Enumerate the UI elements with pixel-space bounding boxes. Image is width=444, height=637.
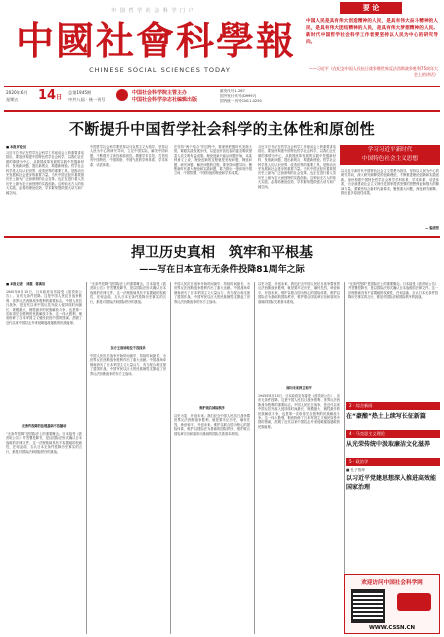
article-1-col-1: 习近平总书记在哲学社会科学工作座谈会上的重要讲话指出，要加快构建中国特色哲学社会科学，以我们正在做的事情为中心，从我国改革发展的实践中挖掘新材料、发现新问题、提出新观点、构建新理论。哲学社会科学是人们认识世界、改造世界的重要工具，是推动历史发展和社会进步的重要力量。当代中国正经历着我国历史上最为广泛而深刻的社会变革，也正在进行着人类历史上最为宏大而独特的实践创新。这种前无古人的伟大实践，必将给理论创造、学术繁荣提供强大动力和广阔空间。 — [6, 151, 84, 195]
study-sidebar — [340, 145, 440, 233]
publication-code-3: 国内统一刊号CN11-0250 — [220, 99, 262, 103]
index-item-3-author: ■ 孔子智库 — [346, 468, 365, 472]
publisher-logo-icon — [116, 89, 128, 101]
weekday: 星期五 — [6, 97, 19, 102]
article-2-col-4b: 1945年8月15日，日本政府宣布接受《波茨坦公告》，宣布无条件投降。这是中国人民抗日战争胜利、世界反法西斯战争胜利的重要标志。中国人民抗日战争，是近代以来中国反抗外敌入侵持续时间最长、规模最大、牺牲最多的民族解放斗争，也是第一次取得完全胜利的民族解放斗争。这一伟大胜利，彻底粉碎了日本军国主义殖民奴役中国的图谋，洗刷了近代以来中国抗击外来侵略屡战屡败的民族耻辱。 — [258, 394, 340, 429]
sidebar-label: — 编者按 — [425, 226, 439, 230]
sidebar-title-2: 中国特色社会主义思想 — [362, 156, 418, 162]
index-item-2[interactable]: 从光荣传统中汲取廉洁文化滋养 — [346, 441, 431, 448]
issue-unit: 日 — [56, 94, 63, 101]
issue-number — [38, 89, 62, 105]
sidebar-title-1: 学习习近平新时代 — [367, 147, 413, 153]
important-words-source: ——习近平《在纪念中国人民抗日战争暨世界反法西斯战争胜利75周年大会上的讲话》 — [308, 66, 438, 77]
column-divider-2 — [170, 282, 171, 634]
footer-banner — [344, 574, 440, 634]
important-words-box — [302, 2, 440, 84]
sidebar-text: 以习近平新时代中国特色社会主义思想为指导，坚持以人民为中心的研究导向，深入研究阐释党的创新理论，不断推进理论创新和实践创新。加快构建中国特色哲学社会科学学科体系、学术体系、话语体系，为全面建设社会主义现代化国家提供坚强的思想保证和强大的精神力量。要紧密结合新时代新要求，聚焦重大问题，深化研究阐释，推出更多原创性成果。 — [341, 169, 439, 196]
info-strip-rule — [4, 110, 440, 112]
article-1-author: ■ 本报评论员 — [6, 145, 27, 149]
top-slogan: 中 国 哲 学 社 会 科 学 门 户 — [111, 8, 195, 14]
index-item-1[interactable]: 在“豪酿”热土上续写长征新篇 — [346, 413, 426, 420]
column-divider-3 — [254, 282, 255, 634]
footer-welcome: 欢迎访问中国社会科学网 — [361, 580, 423, 586]
publication-code-2: 国外发行代号(D9997) — [220, 94, 257, 98]
date: 2020年6月 — [6, 90, 28, 95]
article-1 — [6, 145, 336, 230]
publisher-1: 中国社会科学院主管主办 — [132, 90, 188, 96]
english-title: CHINESE SOCIAL SCIENCES TODAY — [89, 66, 231, 74]
article-2-col-1b: “无条件投降”是国际法上的重要概念。日本接受《波茨坦公告》并签署投降书，是以国际法形式确认日本战败的法律文件。这一法理基础具有不容置疑的权威性，任何歪曲、否认日本无条件投降历史事实的言行，都是对国际法和国际秩序的挑战。 — [6, 432, 82, 454]
newspaper-title: 中國社會科學報 — [16, 18, 297, 63]
index-page-4: 4 · 马克思主义理论 — [346, 430, 440, 438]
article-2-col-2: “无条件投降”是国际法上的重要概念。日本接受《波茨坦公告》并签署投降书，是以国际法形式确认日本战败的法律文件。这一法理基础具有不容置疑的权威性，任何歪曲、否认日本无条件投降历史事实的言行，都是对国际法和国际秩序的挑战。 — [90, 282, 166, 304]
masthead-rule — [4, 86, 440, 87]
article-2-col-3: 中国人民抗日战争开始时间最早、持续时间最长，为世界反法西斯战争胜利作出了重大贡献。中国战场牵制和消灭了日本军国主义大量兵力，有力配合和支援了盟国作战。中国军民以巨大的民族牺牲支撑起了世界反法西斯战争的东方主战场。 — [174, 282, 250, 304]
article-2-subhead-4: 面向未来捍卫和平 — [286, 386, 312, 390]
important-words-label: 要 论 — [340, 2, 402, 14]
sidebar-banner — [340, 145, 440, 165]
qr-code-icon — [351, 589, 385, 623]
publisher-2: 中国社会科学杂志社编辑出版 — [132, 97, 198, 103]
headline-2: 捍卫历史真相 筑牢和平根基 — [131, 245, 313, 261]
article-1-col-3: 在坚持“两个结合”的过程中，要深刻把握时代发展大势，紧跟实践发展步伐，以更加开放包容的姿态吸收借鉴人类文明有益成果。理论创新只能从问题开始，从某种意义上说，理论创新的过程就是发现问题、筛选问题、研究问题、解决问题的过程。要坚持问题导向，聚焦新时代重大理论和实践问题，着力推出一批体现中国立场、中国智慧、中国价值的理论和学术成果。 — [174, 145, 252, 176]
cn-number: 中共八届 · 统一刊号 — [68, 97, 106, 102]
article-2-col-4: 以史为鉴、开创未来。我们纪念中国人民抗日战争暨世界反法西斯战争胜利，就是要牢记历史，缅怀先烈，珍爱和平，开创未来。维护以联合国为核心的国际体系，维护以国际法为基础的国际秩序，维护联合国宪章宗旨和原则为基础的国际关系基本准则。 — [258, 282, 340, 304]
total-issue: 总第1945期 — [68, 90, 92, 95]
column-divider-1 — [86, 282, 87, 634]
article-2-subhead-3: 维护战后国际秩序 — [199, 406, 225, 410]
article-2-subhead-2: 东方主战场地位不容抹杀 — [110, 346, 146, 350]
section-rule — [4, 236, 440, 238]
article-2-author: ■ 本报记者 刘越 陈禹洁 — [6, 282, 46, 286]
cssn-logo-icon — [397, 593, 431, 611]
index-page-5: 5 · 政治学 — [346, 458, 440, 466]
article-2-col-2b: 中国人民抗日战争开始时间最早、持续时间最长，为世界反法西斯战争胜利作出了重大贡献。中国战场牵制和消灭了日本军国主义大量兵力，有力配合和支援了盟国作战。中国军民以巨大的民族牺牲支撑起了世界反法西斯战争的东方主战场。 — [90, 354, 166, 376]
article-2-col-3b: 以史为鉴、开创未来。我们纪念中国人民抗日战争暨世界反法西斯战争胜利，就是要牢记历史，缅怀先烈，珍爱和平，开创未来。维护以联合国为核心的国际体系，维护以国际法为基础的国际秩序，维护联合国宪章宗旨和原则为基础的国际关系基本准则。 — [174, 414, 250, 436]
index-page-2: 2 · 综合新闻 — [346, 402, 440, 410]
index-item-3[interactable]: 以习近平党建思想深入推进高效能国家治理 — [346, 475, 437, 491]
article-1-col-2: 中国哲学社会科学要坚持以马克思主义为指导，坚持以人民为中心的研究导向，立足中国实际，解决中国问题，不断提升主体性和原创性。增强学术自信，打造具有中国特色、中国风格、中国气派的学科体系、学术体系、话语体系。 — [90, 145, 168, 167]
issue-day: 14 — [38, 88, 57, 103]
article-2-col-1: 1945年8月15日，日本政府宣布接受《波茨坦公告》，宣布无条件投降。这是中国人民抗日战争胜利、世界反法西斯战争胜利的重要标志。中国人民抗日战争，是近代以来中国反抗外敌入侵持续时间最长、规模最大、牺牲最多的民族解放斗争，也是第一次取得完全胜利的民族解放斗争。这一伟大胜利，彻底粉碎了日本军国主义殖民奴役中国的图谋，洗刷了近代以来中国抗击外来侵略屡战屡败的民族耻辱。 — [6, 290, 82, 325]
article-2-col-5: “无条件投降”是国际法上的重要概念。日本接受《波茨坦公告》并签署投降书，是以国际法形式确认日本战败的法律文件。这一法理基础具有不容置疑的权威性，任何歪曲、否认日本无条件投降历史事实的言行，都是对国际法和国际秩序的挑战。 — [348, 282, 438, 300]
headline-1: 不断提升中国哲学社会科学的主体性和原创性 — [68, 120, 375, 138]
contents-index — [346, 402, 440, 542]
article-2-subhead-1: 无条件投降的法理基础不容撼动 — [21, 424, 67, 428]
footer-url[interactable]: WWW.CSSN.CN — [368, 625, 416, 631]
masthead — [0, 0, 444, 90]
important-words-quote: 中国人民是具有伟大创造精神的人民，是具有伟大奋斗精神的人民，是具有伟大团结精神的人民，是具有伟大梦想精神的人民。新时代中国哲学社会科学工作者要坚持以人民为中心的研究导向。 — [306, 19, 438, 45]
info-strip — [4, 88, 440, 110]
subhead-2: ——写在日本宣布无条件投降81周年之际 — [139, 265, 305, 275]
article-1-col-4: 习近平总书记在哲学社会科学工作座谈会上的重要讲话指出，要加快构建中国特色哲学社会科学，以我们正在做的事情为中心，从我国改革发展的实践中挖掘新材料、发现新问题、提出新观点、构建新理论。哲学社会科学是人们认识世界、改造世界的重要工具，是推动历史发展和社会进步的重要力量。当代中国正经历着我国历史上最为广泛而深刻的社会变革，也正在进行着人类历史上最为宏大而独特的实践创新。这种前无古人的伟大实践，必将给理论创造、学术繁荣提供强大动力和广阔空间。 — [258, 145, 336, 189]
publication-code-1: 邮发代号1-287 — [220, 89, 245, 93]
